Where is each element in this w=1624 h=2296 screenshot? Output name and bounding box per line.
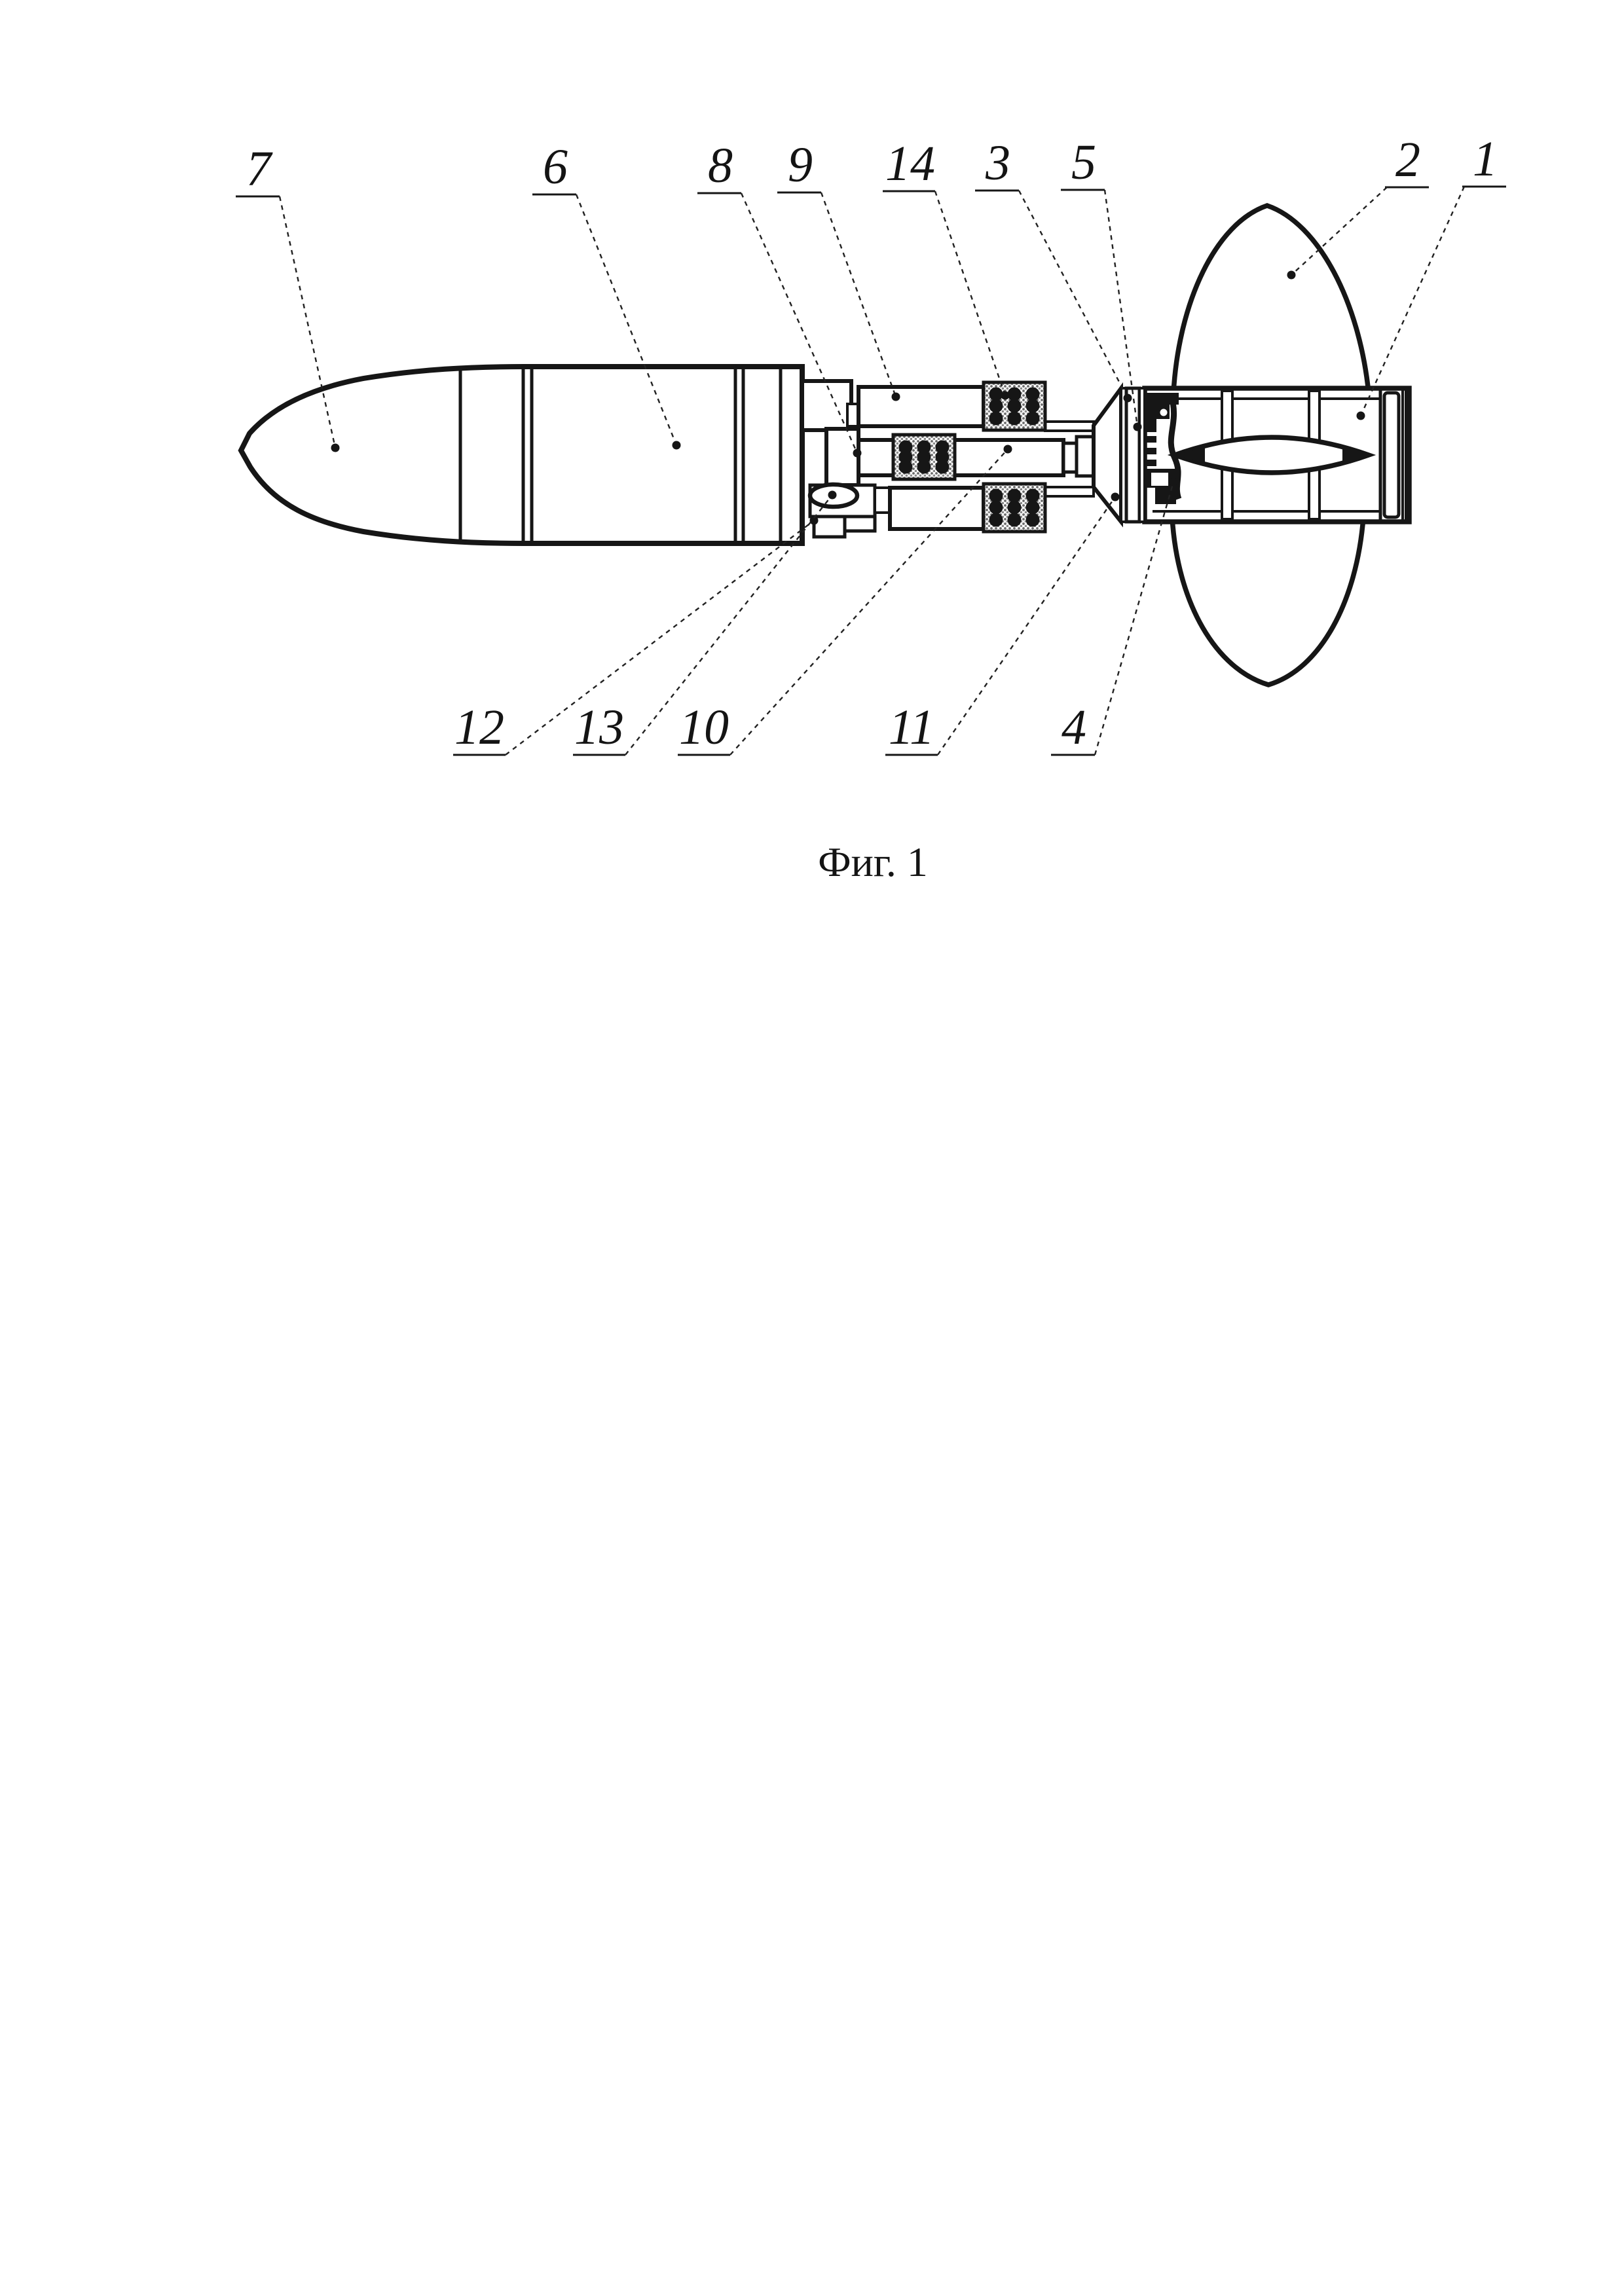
- leader-line-14: [935, 191, 1005, 395]
- ref-label-12: 12: [454, 700, 504, 755]
- tail-cone-adapter: [1094, 388, 1121, 522]
- ref-label-14: 14: [885, 136, 935, 191]
- leader-dot-9: [892, 393, 900, 401]
- upper-guide-rail: [858, 387, 984, 426]
- hinge-lower-inset: [1151, 473, 1168, 486]
- warhead-section: [241, 367, 802, 543]
- leader-dot-4: [1170, 478, 1178, 486]
- bracket-foot-right: [845, 517, 875, 531]
- lower-web-strip: [1045, 487, 1094, 496]
- perforated-block-upper: [984, 382, 1045, 430]
- leader-dot-6: [673, 441, 681, 450]
- ref-label-7: 7: [246, 141, 271, 196]
- figure-caption: Фиг. 1: [818, 839, 928, 885]
- lower-guide-rail: [890, 488, 984, 529]
- ref-label-6: 6: [543, 139, 568, 194]
- projectile-drawing: [241, 206, 1409, 685]
- ref-label-9: 9: [788, 137, 813, 192]
- ref-label-group-9: [777, 137, 900, 401]
- leader-line-3: [1019, 191, 1128, 398]
- stabilizer-fin-bottom: [1172, 517, 1363, 685]
- leader-dot-11: [1111, 493, 1120, 501]
- leader-dot-1: [1357, 412, 1365, 420]
- upper-web-strip: [1045, 422, 1094, 431]
- leader-dot-7: [331, 444, 340, 452]
- adapter-neck: [826, 429, 858, 485]
- shaft-step-2: [1077, 437, 1094, 476]
- leader-dot-3: [1124, 394, 1132, 403]
- ref-label-10: 10: [679, 700, 729, 755]
- lower-rail-tab: [875, 488, 890, 513]
- leader-line-11: [938, 497, 1115, 755]
- ref-label-8: 8: [708, 138, 733, 193]
- guide-rails: [847, 382, 1094, 532]
- ref-label-group-1: [1357, 132, 1507, 420]
- bracket-foot-left: [814, 517, 845, 537]
- leader-line-1: [1361, 187, 1464, 416]
- ref-label-4: 4: [1061, 700, 1086, 755]
- ref-label-13: 13: [574, 700, 624, 755]
- perforated-block-lower: [984, 484, 1045, 532]
- tube-end-ring: [1384, 393, 1399, 517]
- ref-label-3: 3: [986, 136, 1010, 191]
- hinge-pin-hole: [1159, 408, 1168, 417]
- ref-label-1: 1: [1473, 132, 1498, 187]
- leader-line-9: [821, 192, 896, 397]
- perforated-block-central: [893, 435, 955, 479]
- leader-dot-14: [1001, 392, 1010, 400]
- hinge-plate-main: [1126, 388, 1139, 522]
- hinge-spring-stack: [1146, 436, 1156, 466]
- leader-dot-8: [853, 449, 862, 458]
- hinge-plate-rear: [1139, 388, 1145, 522]
- ref-label-11: 11: [888, 700, 935, 755]
- ref-label-2: 2: [1395, 132, 1420, 187]
- leader-dot-10: [1004, 445, 1012, 454]
- shaft-step-1: [1063, 443, 1077, 472]
- leader-dot-13: [828, 491, 837, 500]
- leader-dot-2: [1287, 271, 1296, 280]
- leader-line-12: [506, 520, 814, 755]
- ref-label-5: 5: [1071, 135, 1096, 190]
- stabilizer-fin-top: [1173, 206, 1369, 393]
- ref-label-group-3: [975, 136, 1132, 403]
- leader-dot-5: [1134, 423, 1142, 431]
- central-shaft: [858, 440, 1063, 475]
